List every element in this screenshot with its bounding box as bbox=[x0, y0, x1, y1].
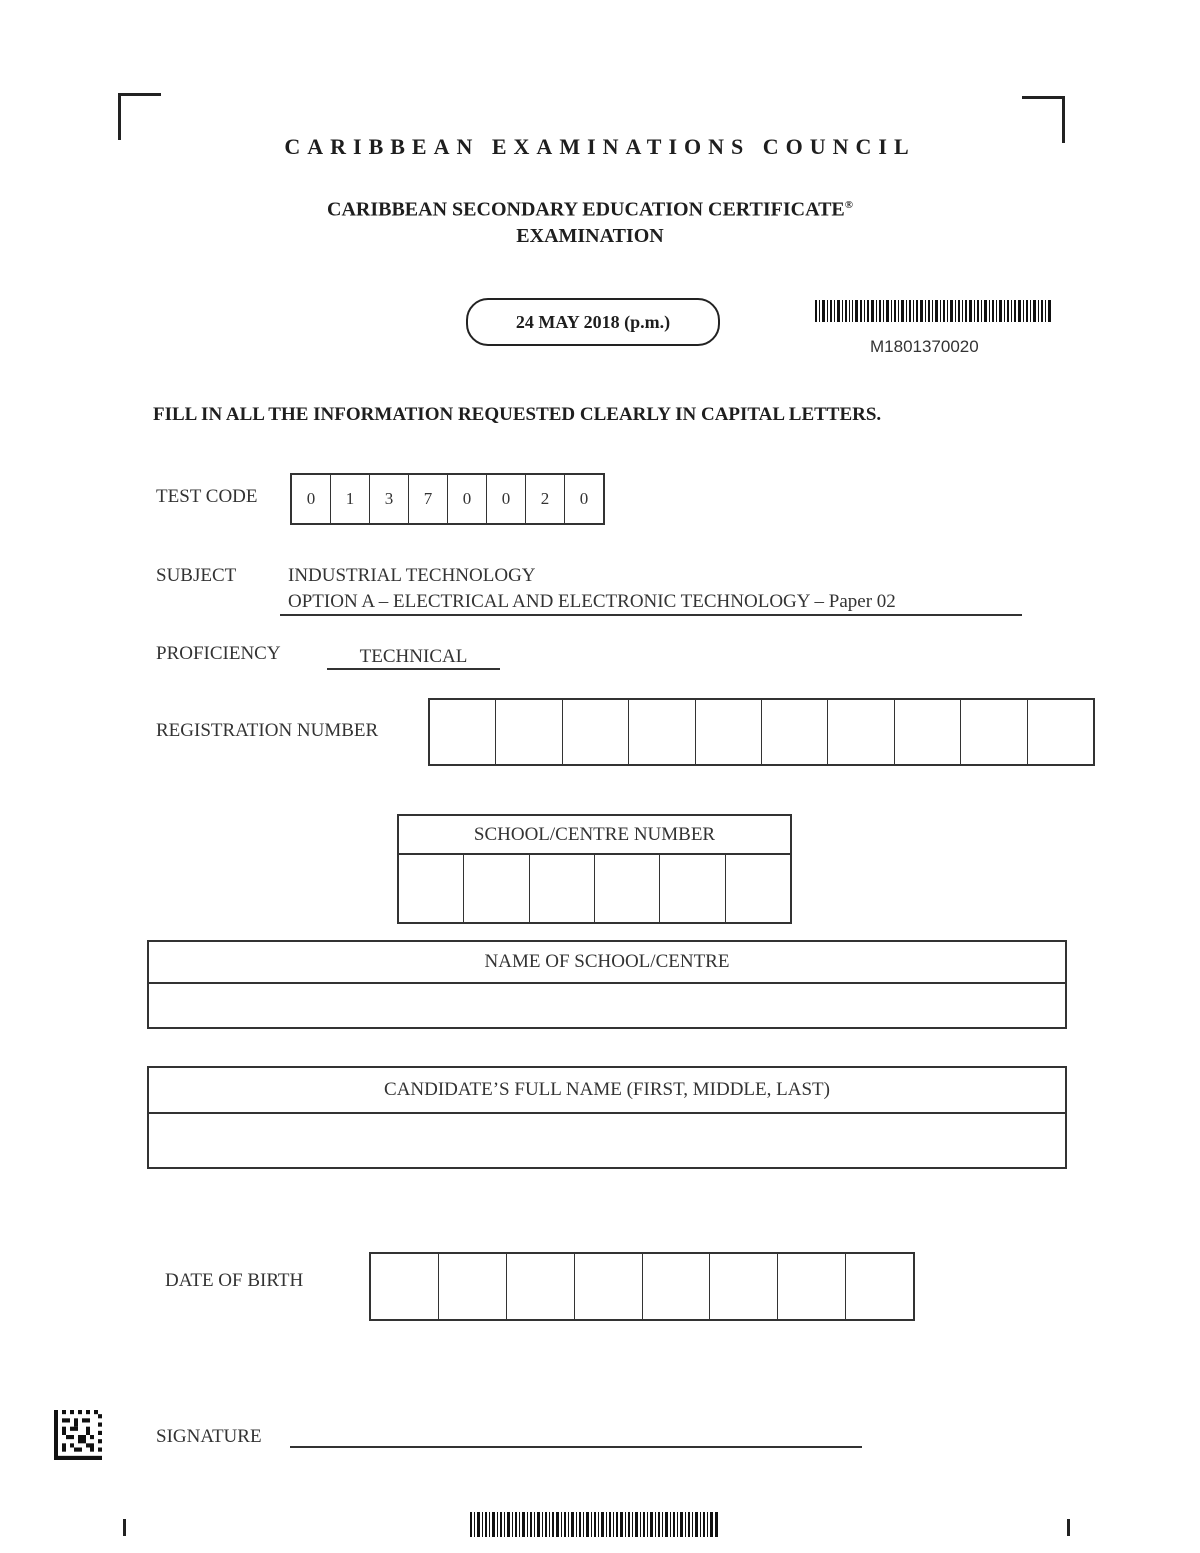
subject-underline bbox=[280, 614, 1022, 616]
school-centre-number-label: SCHOOL/CENTRE NUMBER bbox=[399, 816, 790, 855]
registration-digit-box[interactable] bbox=[1027, 700, 1093, 764]
test-code-boxes bbox=[290, 473, 605, 525]
registration-digit-box[interactable] bbox=[430, 700, 495, 764]
test-code-digit: 7 bbox=[408, 475, 447, 523]
data-matrix-code bbox=[54, 1410, 102, 1460]
subject-label: SUBJECT bbox=[156, 565, 237, 586]
instruction-text: FILL IN ALL THE INFORMATION REQUESTED CLEARLY IN CAPITAL LETTERS. bbox=[153, 404, 882, 425]
school-centre-digit-box[interactable] bbox=[659, 855, 724, 922]
date-of-birth-digit-box[interactable] bbox=[438, 1254, 506, 1319]
candidate-name-field[interactable] bbox=[149, 1114, 1065, 1167]
date-of-birth-digit-box[interactable] bbox=[371, 1254, 438, 1319]
subject-line-2: OPTION A – ELECTRICAL AND ELECTRONIC TECHNOLOGY – Paper 02 bbox=[288, 591, 896, 612]
registration-digit-box[interactable] bbox=[495, 700, 561, 764]
test-code-digit: 0 bbox=[486, 475, 525, 523]
school-centre-digit-box[interactable] bbox=[463, 855, 528, 922]
school-centre-name-field[interactable] bbox=[149, 984, 1065, 1027]
registration-digit-box[interactable] bbox=[761, 700, 827, 764]
barcode-bottom bbox=[470, 1512, 718, 1537]
date-of-birth-label: DATE OF BIRTH bbox=[165, 1270, 304, 1291]
registration-number-boxes[interactable] bbox=[428, 698, 1095, 766]
test-code-label: TEST CODE bbox=[156, 486, 258, 507]
school-centre-digit-box[interactable] bbox=[594, 855, 659, 922]
registration-digit-box[interactable] bbox=[628, 700, 694, 764]
registration-tick-right bbox=[1067, 1519, 1070, 1536]
signature-line[interactable] bbox=[290, 1446, 862, 1448]
registration-mark-top-left bbox=[118, 93, 161, 140]
date-of-birth-digit-box[interactable] bbox=[709, 1254, 777, 1319]
school-centre-name-box bbox=[147, 940, 1067, 1029]
registered-mark: ® bbox=[844, 199, 853, 211]
registration-tick-left bbox=[123, 1519, 126, 1536]
date-of-birth-digit-box[interactable] bbox=[777, 1254, 845, 1319]
date-of-birth-digit-box[interactable] bbox=[845, 1254, 913, 1319]
subject-line-1: INDUSTRIAL TECHNOLOGY bbox=[288, 565, 536, 586]
registration-digit-box[interactable] bbox=[562, 700, 628, 764]
proficiency-value: TECHNICAL bbox=[359, 646, 468, 667]
school-centre-digit-box[interactable] bbox=[725, 855, 790, 922]
test-code-digit: 0 bbox=[564, 475, 603, 523]
registration-number-label: REGISTRATION NUMBER bbox=[156, 720, 379, 741]
test-code-digit: 2 bbox=[525, 475, 564, 523]
candidate-name-box bbox=[147, 1066, 1067, 1169]
certificate-title bbox=[0, 192, 1180, 249]
date-of-birth-digit-box[interactable] bbox=[642, 1254, 710, 1319]
test-code-digit: 1 bbox=[330, 475, 369, 523]
date-of-birth-digit-box[interactable] bbox=[574, 1254, 642, 1319]
proficiency-label: PROFICIENCY bbox=[156, 643, 281, 664]
certificate-line-1: CARIBBEAN SECONDARY EDUCATION CERTIFICATE bbox=[327, 198, 845, 221]
candidate-name-label: CANDIDATE’S FULL NAME (FIRST, MIDDLE, LAST) bbox=[149, 1068, 1065, 1114]
exam-date: 24 MAY 2018 (p.m.) bbox=[466, 298, 720, 346]
test-code-digit: 0 bbox=[447, 475, 486, 523]
date-of-birth-boxes[interactable] bbox=[369, 1252, 915, 1321]
school-centre-name-label: NAME OF SCHOOL/CENTRE bbox=[149, 942, 1065, 984]
registration-digit-box[interactable] bbox=[960, 700, 1026, 764]
barcode-number: M1801370020 bbox=[870, 337, 979, 356]
test-code-digit: 3 bbox=[369, 475, 408, 523]
proficiency-underline bbox=[327, 668, 500, 670]
registration-digit-box[interactable] bbox=[894, 700, 960, 764]
test-code-digit: 0 bbox=[306, 489, 316, 508]
school-centre-number-box bbox=[397, 814, 792, 924]
registration-digit-box[interactable] bbox=[695, 700, 761, 764]
council-title: CARIBBEAN EXAMINATIONS COUNCIL bbox=[284, 134, 916, 159]
date-of-birth-digit-box[interactable] bbox=[506, 1254, 574, 1319]
certificate-line-2: EXAMINATION bbox=[516, 224, 664, 247]
school-centre-digit-box[interactable] bbox=[399, 855, 463, 922]
barcode-top bbox=[815, 300, 1051, 322]
signature-label: SIGNATURE bbox=[156, 1426, 262, 1447]
school-centre-digit-box[interactable] bbox=[529, 855, 594, 922]
school-centre-number-cells[interactable] bbox=[399, 855, 790, 922]
registration-digit-box[interactable] bbox=[827, 700, 893, 764]
